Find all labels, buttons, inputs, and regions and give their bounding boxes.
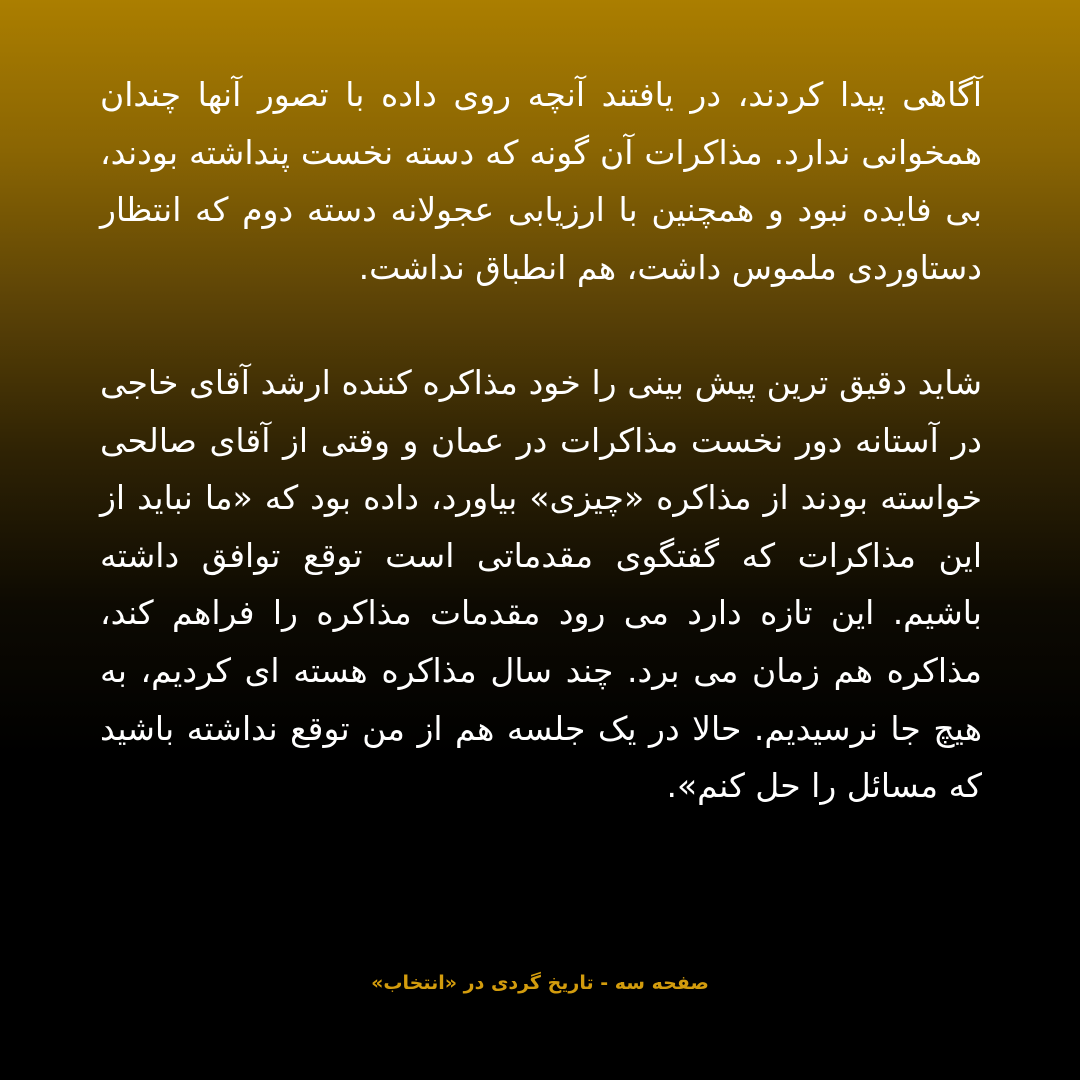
article-body: [100, 66, 982, 815]
footer-caption: صفحه سه - تاریخ گردی در «انتخاب»: [371, 972, 709, 994]
paragraph-1: آگاهی پیدا کردند، در یافتند آنچه روی داده با تصور آنها چندان همخوانی ندارد. مذاکرات آن گونه که دسته نخست پنداشته بودند، بی فایده نبود و همچنین با ارزیابی عجولانه دسته دوم که انتظار دستاوردی ملموس داشت، هم انطباق نداشت.: [100, 75, 982, 287]
paragraph-2: شاید دقیق ترین پیش بینی را خود مذاکره کننده ارشد آقای خاجی در آستانه دور نخست مذاکرات در عمان و وقتی از آقای صالحی خواسته بودند از مذاکره «چیزی» بیاورد، داده بود که «ما نباید از این مذاکرات که گفتگوی مقدماتی است توقع توافق داشته باشیم. این تازه دارد می رود مقدمات مذاکره را فراهم کند، مذاکره هم زمان می برد. چند سال مذاکره هسته ای کردیم، به هیچ جا نرسیدیم. حالا در یک جلسه هم از من توقع نداشته باشید که مسائل را حل کنم».: [100, 362, 982, 806]
